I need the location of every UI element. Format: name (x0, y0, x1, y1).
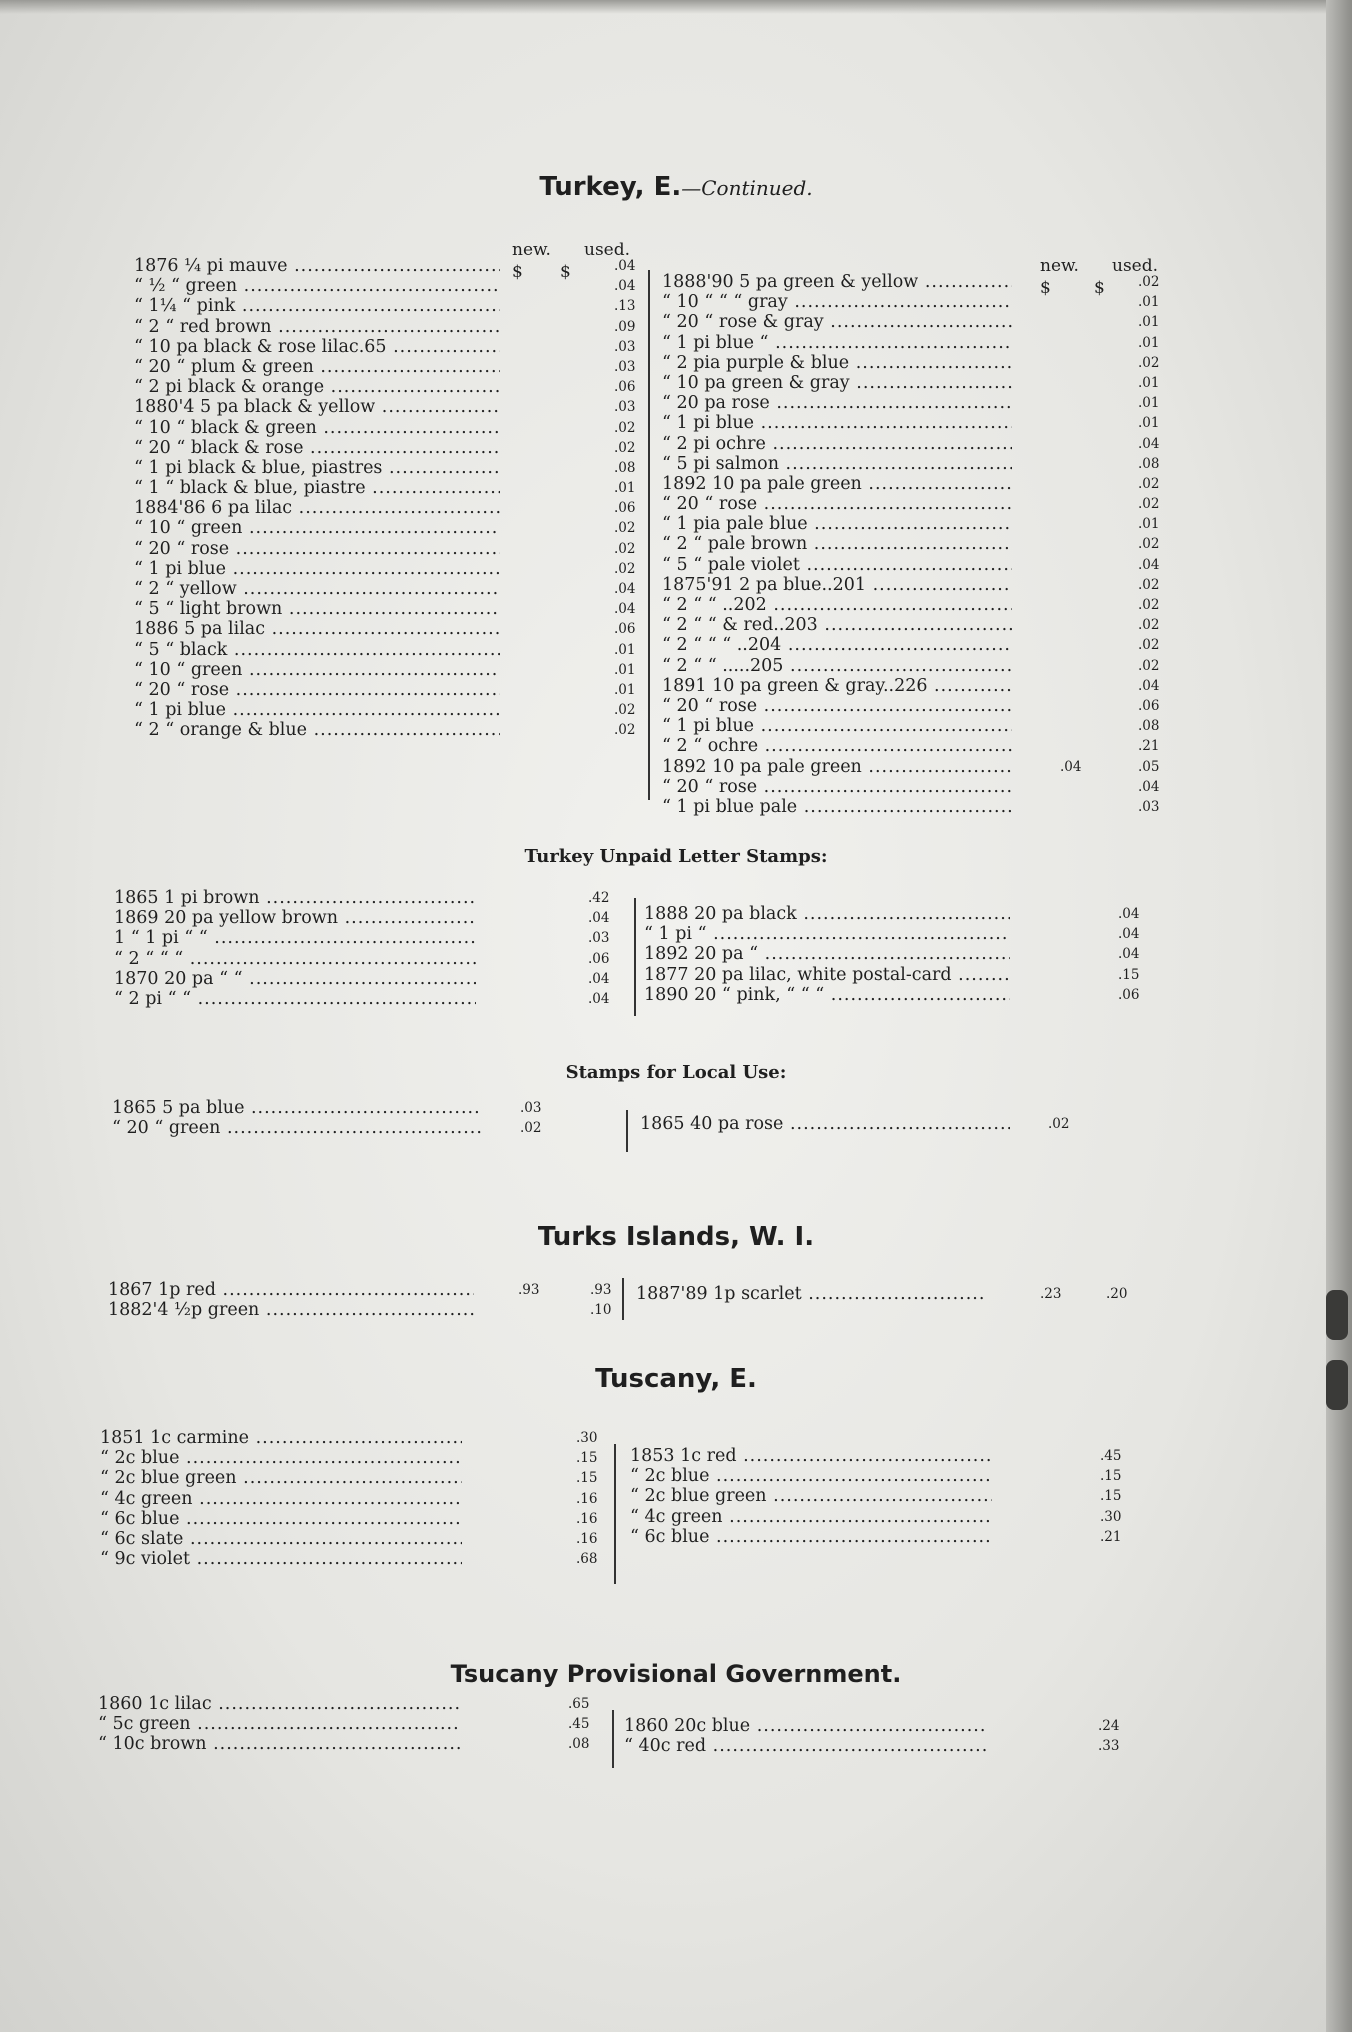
stamp-description: 1892 20 pa “ ..... (644, 944, 1010, 964)
list-item (662, 656, 1182, 676)
list-item (114, 989, 634, 1009)
stamp-description: “ 2c blue green ..... (630, 1486, 992, 1506)
list-item (662, 676, 1182, 696)
list-item (98, 1694, 618, 1714)
section-title-tuscany: Tuscany, E. (595, 1364, 757, 1394)
list-item (114, 928, 634, 948)
price-new: .06 (588, 950, 610, 967)
price-used: .04 (1138, 778, 1160, 795)
list-item (114, 908, 634, 928)
list-item (624, 1716, 1144, 1736)
price-used: .02 (1138, 597, 1160, 613)
price-new: .02 (520, 1120, 542, 1137)
list-item (636, 1284, 1156, 1304)
price-used: .01 (1138, 294, 1160, 311)
price-used: .02 (614, 540, 636, 557)
price-used: .01 (614, 480, 636, 497)
price-used: .15 (1100, 1488, 1122, 1505)
stamp-description: 1860 20c blue ..... (624, 1716, 986, 1736)
stamp-description: “ 1 pi blue ..... (662, 413, 1012, 433)
stamp-description: “ 20 pa rose ..... (662, 393, 1012, 413)
price-used: .15 (1100, 1468, 1122, 1485)
stamp-description: 1865 1 pi brown ..... (114, 888, 476, 908)
local-left-list (112, 1098, 632, 1138)
price-used: .04 (614, 581, 636, 597)
list-item (644, 985, 1164, 1005)
price-used: .03 (1138, 798, 1160, 815)
price-new: .15 (576, 1450, 598, 1467)
stamp-description: “ 6c slate ..... (100, 1529, 462, 1549)
turkey-left-list (134, 256, 634, 741)
price-used: .02 (1138, 617, 1160, 634)
stamp-description: “ 1¼ “ pink ..... (134, 296, 500, 316)
list-item (134, 700, 634, 720)
stamp-description: “ 1 pi “ ..... (644, 924, 1010, 944)
section-title-unpaid: Turkey Unpaid Letter Stamps: (524, 846, 828, 867)
list-item (100, 1489, 620, 1509)
stamp-description: “ 2 pia purple & blue ..... (662, 353, 1012, 373)
list-item (662, 575, 1182, 595)
stamp-description: 1891 10 pa green & gray..226 ..... (662, 676, 1012, 696)
price-new: .16 (576, 1530, 598, 1547)
list-item (662, 716, 1182, 736)
stamp-description: “ 20 “ rose & gray ..... (662, 312, 1012, 332)
price-new: .03 (520, 1100, 542, 1116)
stamp-description: “ 20 “ rose ..... (134, 680, 500, 700)
stamp-description: “ 10c brown ..... (98, 1734, 460, 1754)
price-used: .01 (1138, 415, 1160, 432)
column-divider (614, 1444, 616, 1584)
list-item (100, 1448, 620, 1468)
header-dollar: $ (1094, 278, 1105, 298)
stamp-description: “ 20 “ rose ..... (662, 696, 1012, 716)
stamp-description: “ 10 pa green & gray ..... (662, 373, 1012, 393)
list-item (662, 595, 1182, 615)
stamp-description: “ 2 “ red brown ..... (134, 317, 500, 337)
price-new: .93 (518, 1282, 540, 1298)
header-dollar: $ (560, 262, 571, 282)
stamp-description: 1887'89 1p scarlet ..... (636, 1284, 986, 1304)
price-used: .04 (1138, 435, 1160, 452)
list-item (662, 413, 1182, 433)
stamp-description: “ 20 “ rose ..... (662, 494, 1012, 514)
price-used: .05 (1138, 758, 1160, 775)
price-used: .02 (1138, 496, 1160, 513)
price-used: .15 (1118, 966, 1140, 983)
stamp-description: “ 2 “ ochre ..... (662, 736, 1012, 756)
stamp-description: “ 2 “ orange & blue ..... (134, 720, 500, 740)
section-title-turkey: Turkey, E.—Continued. (539, 172, 813, 202)
turkey-right-list (662, 272, 1182, 817)
price-new: .04 (588, 970, 610, 987)
list-item (662, 292, 1182, 312)
list-item (108, 1280, 628, 1300)
price-used: .01 (614, 681, 636, 698)
stamp-description: “ 2 “ “ & red..203 ..... (662, 615, 1012, 635)
list-item (662, 434, 1182, 454)
list-item (134, 579, 634, 599)
price-used: .01 (1138, 395, 1160, 412)
list-item (100, 1509, 620, 1529)
list-item (100, 1549, 620, 1569)
stamp-description: “ 10 “ black & green ..... (134, 418, 500, 438)
price-new: .04 (1060, 758, 1082, 775)
stamp-description: “ 4c green ..... (100, 1489, 462, 1509)
column-divider (612, 1710, 614, 1768)
list-item (134, 357, 634, 377)
unpaid-left-list (114, 888, 634, 1009)
stamp-description: “ 2 pi “ “ ..... (114, 989, 476, 1009)
price-used: .04 (614, 258, 636, 274)
section-title-turks: Turks Islands, W. I. (537, 1222, 815, 1252)
column-divider (622, 1278, 624, 1320)
stamp-description: “ 1 pi blue ..... (662, 716, 1012, 736)
stamp-description: “ 2 “ “ .....205 ..... (662, 656, 1012, 676)
list-item (100, 1428, 620, 1448)
price-used: .08 (614, 459, 636, 476)
list-item (134, 337, 634, 357)
price-used: .33 (1098, 1738, 1120, 1755)
list-item (134, 418, 634, 438)
price-used: .03 (614, 399, 636, 416)
list-item (134, 478, 634, 498)
stamp-description: “ 2c blue ..... (100, 1448, 462, 1468)
list-item (134, 377, 634, 397)
price-used: .93 (590, 1282, 612, 1298)
price-used: .04 (1118, 906, 1140, 922)
price-used: .01 (1138, 314, 1160, 331)
stamp-description: “ 2 “ “ ..202 ..... (662, 595, 1012, 615)
stamp-description: “ 5 “ pale violet ..... (662, 555, 1012, 575)
list-item (630, 1446, 1150, 1466)
stamp-description: “ 2 pi ochre ..... (662, 434, 1012, 454)
local-right-list (640, 1114, 1160, 1134)
stamp-description: 1867 1p red ..... (108, 1280, 474, 1300)
list-item (134, 539, 634, 559)
price-used: .01 (614, 641, 636, 658)
price-used: .01 (1138, 516, 1160, 533)
stamp-description: “ 9c violet ..... (100, 1549, 462, 1569)
header-used-left: used. (584, 240, 631, 260)
price-used: .02 (614, 520, 636, 537)
price-used: .24 (1098, 1718, 1120, 1734)
stamp-description: “ 2c blue green ..... (100, 1468, 462, 1488)
stamp-description: “ 1 pi black & blue, piastres ..... (134, 458, 500, 478)
price-used: .02 (614, 419, 636, 436)
list-item (134, 397, 634, 417)
list-item (662, 514, 1182, 534)
list-item (662, 393, 1182, 413)
price-used: .02 (1138, 274, 1160, 290)
list-item (134, 660, 634, 680)
price-used: .21 (1138, 738, 1160, 755)
price-used: .08 (1138, 718, 1160, 735)
list-item (662, 272, 1182, 292)
stamp-description: “ 6c blue ..... (100, 1509, 462, 1529)
price-new: .02 (1048, 1116, 1070, 1132)
stamp-description: 1882'4 ½p green ..... (108, 1300, 474, 1320)
stamp-description: 1892 10 pa pale green ..... (662, 757, 1012, 777)
list-item (630, 1466, 1150, 1486)
list-item (112, 1098, 632, 1118)
list-item (134, 256, 634, 276)
list-item (662, 757, 1182, 777)
stamp-description: 1888'90 5 pa green & yellow ..... (662, 272, 1012, 292)
list-item (630, 1486, 1150, 1506)
unpaid-right-list (644, 904, 1164, 1005)
stamp-description: 1851 1c carmine ..... (100, 1428, 462, 1448)
price-used: .08 (1138, 455, 1160, 472)
list-item (662, 797, 1182, 817)
stamp-description: “ 2c blue ..... (630, 1466, 992, 1486)
section-title-local: Stamps for Local Use: (565, 1062, 787, 1083)
list-item (134, 276, 634, 296)
price-used: .02 (614, 560, 636, 577)
stamp-description: “ 2 “ yellow ..... (134, 579, 500, 599)
list-item (630, 1527, 1150, 1547)
price-used: .02 (1138, 657, 1160, 674)
column-divider (626, 1110, 628, 1152)
price-used: .01 (614, 661, 636, 678)
stamp-description: “ 1 pia pale blue ..... (662, 514, 1012, 534)
list-item (134, 640, 634, 660)
list-item (108, 1300, 628, 1320)
stamp-description: “ 10 “ green ..... (134, 518, 500, 538)
stamp-description: “ 5c green ..... (98, 1714, 460, 1734)
list-item (134, 317, 634, 337)
list-item (134, 559, 634, 579)
tuscany-right-list (630, 1446, 1150, 1547)
price-used: .20 (1106, 1286, 1128, 1302)
stamp-description: “ 1 pi blue ..... (134, 559, 500, 579)
list-item (662, 736, 1182, 756)
stamp-description: 1888 20 pa black ..... (644, 904, 1010, 924)
price-new: .65 (568, 1696, 590, 1712)
list-item (662, 474, 1182, 494)
list-item (100, 1529, 620, 1549)
stamp-description: “ 10 “ “ “ gray ..... (662, 292, 1012, 312)
list-item (662, 373, 1182, 393)
list-item (114, 888, 634, 908)
stamp-description: 1853 1c red ..... (630, 1446, 992, 1466)
stamp-description: “ 2 pi black & orange ..... (134, 377, 500, 397)
list-item (112, 1118, 632, 1138)
price-new: .08 (568, 1736, 590, 1753)
section-title-provisional: Tsucany Provisional Government. (450, 1660, 902, 1688)
list-item (662, 312, 1182, 332)
list-item (662, 353, 1182, 373)
price-used: .10 (590, 1302, 612, 1319)
stamp-description: “ 20 “ rose ..... (134, 539, 500, 559)
stamp-description: 1876 ¼ pi mauve ..... (134, 256, 500, 276)
list-item (100, 1468, 620, 1488)
list-item (662, 777, 1182, 797)
list-item (134, 619, 634, 639)
price-used: .13 (614, 298, 636, 315)
stamp-description: “ 5 “ light brown ..... (134, 599, 500, 619)
list-item (662, 615, 1182, 635)
price-used: .02 (1138, 576, 1160, 593)
price-used: .02 (614, 722, 636, 739)
stamp-description: 1860 1c lilac ..... (98, 1694, 460, 1714)
stamp-description: “ ½ “ green ..... (134, 276, 500, 296)
stamp-description: “ 20 “ green ..... (112, 1118, 482, 1138)
stamp-description: 1877 20 pa lilac, white postal-card ..... (644, 965, 1010, 985)
price-used: .02 (1138, 354, 1160, 371)
price-new: .04 (588, 910, 610, 927)
turks-right-list (636, 1284, 1156, 1304)
stamp-description: 1869 20 pa yellow brown ..... (114, 908, 476, 928)
list-item (134, 438, 634, 458)
price-used: .01 (1138, 334, 1160, 351)
column-divider (634, 898, 636, 1016)
page-top-shadow (0, 0, 1352, 14)
list-item (644, 924, 1164, 944)
price-used: .06 (614, 379, 636, 396)
stamp-description: “ 1 pi blue ..... (134, 700, 500, 720)
list-item (662, 494, 1182, 514)
price-new: .04 (588, 990, 610, 1007)
price-used: .02 (1138, 536, 1160, 553)
stamp-description: 1870 20 pa “ “ ..... (114, 969, 476, 989)
provisional-left-list (98, 1694, 618, 1755)
price-new: .03 (588, 930, 610, 947)
price-new: .16 (576, 1490, 598, 1507)
list-item (662, 635, 1182, 655)
list-item (134, 720, 634, 740)
price-used: .06 (614, 500, 636, 517)
stamp-description: “ 2 “ “ “ ..204 ..... (662, 635, 1012, 655)
stamp-description: 1890 20 “ pink, “ “ “ ..... (644, 985, 1010, 1005)
price-new: .16 (576, 1510, 598, 1527)
stamp-description: “ 20 “ black & rose ..... (134, 438, 500, 458)
price-new: .45 (568, 1716, 590, 1733)
list-item (662, 534, 1182, 554)
price-new: .68 (576, 1551, 598, 1568)
list-item (114, 949, 634, 969)
list-item (662, 454, 1182, 474)
price-used: .04 (1138, 556, 1160, 573)
stamp-description: “ 20 “ rose ..... (662, 777, 1012, 797)
stamp-description: 1880'4 5 pa black & yellow ..... (134, 397, 500, 417)
stamp-description: “ 1 pi blue “ ..... (662, 333, 1012, 353)
price-used: .04 (614, 278, 636, 295)
stamp-description: “ 10 pa black & rose lilac.65 ..... (134, 337, 500, 357)
stamp-description: “ 1 pi blue pale ..... (662, 797, 1012, 817)
price-used: .01 (1138, 374, 1160, 391)
price-used: .03 (614, 338, 636, 355)
stamp-description: 1884'86 6 pa lilac ..... (134, 498, 500, 518)
list-item (134, 680, 634, 700)
price-used: .04 (1138, 677, 1160, 694)
stamp-description: “ 40c red ..... (624, 1736, 986, 1756)
list-item (134, 599, 634, 619)
list-item (644, 965, 1164, 985)
stamp-description: 1865 40 pa rose ..... (640, 1114, 1010, 1134)
list-item (134, 458, 634, 478)
list-item (134, 498, 634, 518)
price-new: .30 (576, 1430, 598, 1446)
list-item (114, 969, 634, 989)
price-used: .06 (1138, 697, 1160, 714)
stamp-description: 1865 5 pa blue ..... (112, 1098, 482, 1118)
list-item (662, 333, 1182, 353)
header-new-left: new. (512, 240, 551, 260)
price-used: .04 (614, 601, 636, 618)
list-item (624, 1736, 1144, 1756)
list-item (662, 696, 1182, 716)
stamp-description: “ 5 “ black ..... (134, 640, 500, 660)
tuscany-left-list (100, 1428, 620, 1569)
price-used: .02 (614, 439, 636, 456)
price-used: .09 (614, 318, 636, 335)
binding-hole (1326, 1290, 1348, 1340)
stamp-description: “ 4c green ..... (630, 1507, 992, 1527)
price-new: .15 (576, 1470, 598, 1487)
provisional-right-list (624, 1716, 1144, 1756)
price-used: .02 (1138, 637, 1160, 654)
price-used: .45 (1100, 1448, 1122, 1464)
price-used: .02 (1138, 475, 1160, 492)
stamp-description: “ 6c blue ..... (630, 1527, 992, 1547)
price-used: .06 (1118, 986, 1140, 1003)
list-item (134, 296, 634, 316)
price-used: .30 (1100, 1508, 1122, 1525)
list-item (662, 555, 1182, 575)
header-used-right: used. (1112, 256, 1159, 276)
header-dollar: $ (1040, 278, 1051, 298)
list-item (98, 1734, 618, 1754)
column-divider (648, 270, 650, 800)
price-used: .06 (614, 621, 636, 638)
stamp-description: “ 2 “ pale brown ..... (662, 534, 1012, 554)
stamp-description: 1892 10 pa pale green ..... (662, 474, 1012, 494)
stamp-description: 1875'91 2 pa blue..201 ..... (662, 575, 1012, 595)
list-item (630, 1507, 1150, 1527)
list-item (98, 1714, 618, 1734)
turks-left-list (108, 1280, 628, 1320)
stamp-description: 1886 5 pa lilac ..... (134, 619, 500, 639)
list-item (640, 1114, 1160, 1134)
price-new: .42 (588, 890, 610, 906)
page-right-edge (1326, 0, 1352, 2032)
price-used: .03 (614, 358, 636, 375)
stamp-description: “ 5 pi salmon ..... (662, 454, 1012, 474)
price-used: .04 (1118, 946, 1140, 963)
list-item (644, 904, 1164, 924)
price-new: .23 (1040, 1286, 1062, 1302)
header-dollar: $ (512, 262, 523, 282)
stamp-description: “ 10 “ green ..... (134, 660, 500, 680)
list-item (644, 944, 1164, 964)
price-used: .02 (614, 702, 636, 719)
stamp-description: “ 1 “ black & blue, piastre ..... (134, 478, 500, 498)
list-item (134, 518, 634, 538)
price-used: .21 (1100, 1528, 1122, 1545)
stamp-description: 1 “ 1 pi “ “ ..... (114, 928, 476, 948)
header-new-right: new. (1040, 256, 1079, 276)
price-used: .04 (1118, 926, 1140, 943)
stamp-description: “ 20 “ plum & green ..... (134, 357, 500, 377)
stamp-description: “ 2 “ “ “ ..... (114, 949, 476, 969)
